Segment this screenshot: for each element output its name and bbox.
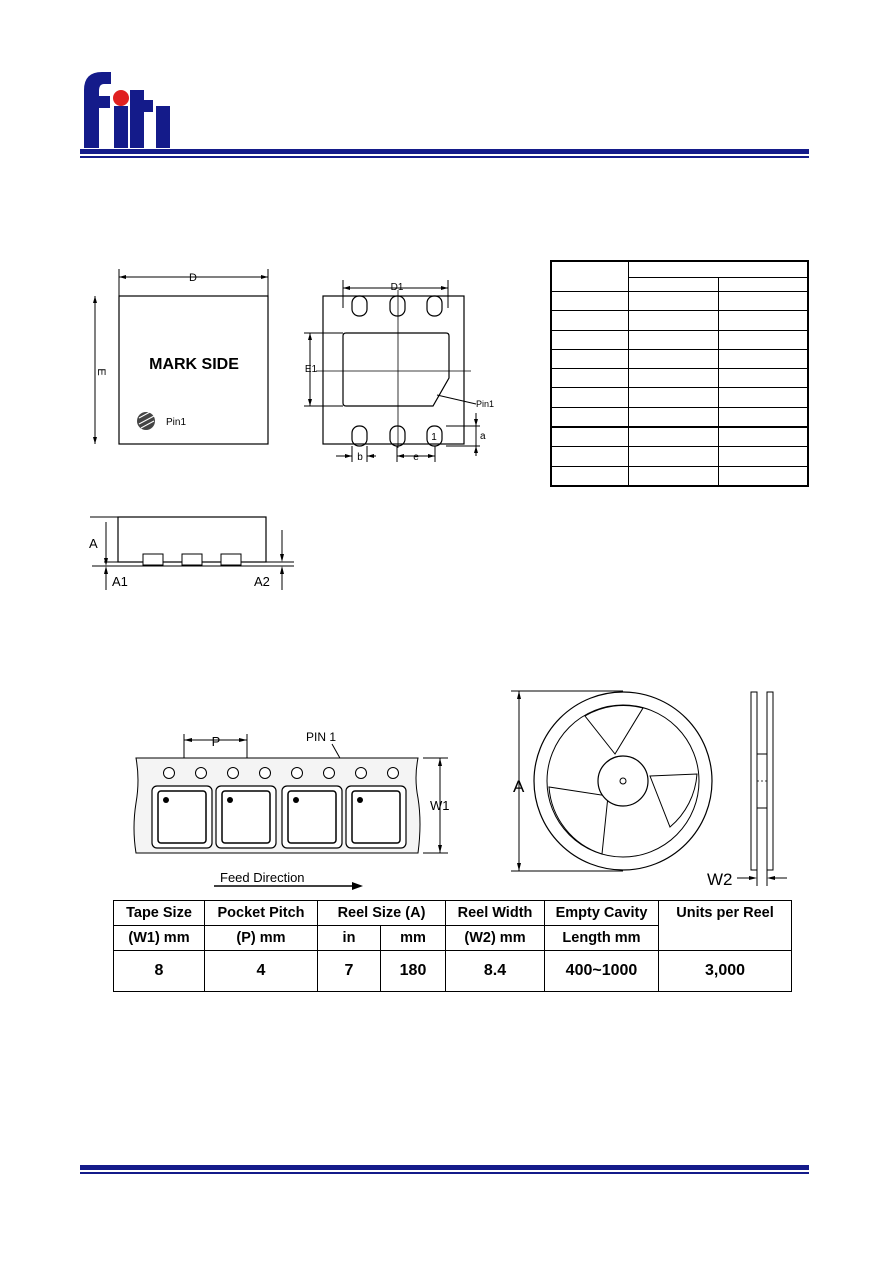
dim-d-label: D [189, 272, 197, 284]
feed-direction-label: Feed Direction [220, 870, 305, 885]
header-tape-size-unit: (W1) mm [114, 926, 205, 951]
header-rule-thin [80, 156, 809, 158]
cell-reel-mm: 180 [381, 951, 446, 992]
carrier-tape-drawing [118, 728, 458, 891]
header-reel-in: in [318, 926, 381, 951]
cell-reel-width: 8.4 [446, 951, 545, 992]
table-row [551, 311, 808, 330]
header-pocket-pitch-unit: (P) mm [205, 926, 318, 951]
table-row [551, 330, 808, 349]
dim-e-pitch-label: e [413, 452, 419, 462]
table-row [551, 388, 808, 407]
dim-side-a2-label: A2 [254, 574, 270, 589]
table-row [551, 349, 808, 368]
dimension-table [550, 260, 809, 487]
dim-d1-label: D1 [390, 282, 404, 293]
footer-rule-thick [80, 1165, 809, 1170]
header-empty-cavity: Empty Cavity [545, 901, 659, 926]
tape-pin1-label: PIN 1 [306, 730, 337, 744]
cell-pocket-pitch: 4 [205, 951, 318, 992]
reel-spec-table [113, 900, 792, 992]
dim-e1-label: E1 [304, 364, 318, 375]
table-row [551, 427, 808, 447]
dim-side-a1-label: A1 [112, 574, 128, 589]
dim-b-label: b [357, 452, 363, 462]
cell-units-per-reel: 3,000 [659, 951, 792, 992]
dim-table-header-max [719, 278, 809, 292]
pin1-label: Pin1 [166, 417, 187, 428]
reel-drawing [505, 686, 795, 890]
dim-e-label: E [95, 368, 107, 376]
reel-w2-label: W2 [707, 870, 733, 889]
cell-empty-cavity: 400~1000 [545, 951, 659, 992]
package-side-view [84, 512, 298, 592]
pitch-label: P [211, 734, 221, 749]
bottom-pin1-label: Pin1 [476, 399, 495, 409]
header-reel-width: Reel Width [446, 901, 545, 926]
header-reel-mm: mm [381, 926, 446, 951]
company-logo [78, 68, 173, 150]
table-row [551, 447, 808, 466]
package-bottom-view [296, 278, 510, 462]
dim-table-header-symbol [551, 261, 629, 292]
header-empty-cavity-unit: Length mm [545, 926, 659, 951]
header-pocket-pitch: Pocket Pitch [205, 901, 318, 926]
reel-a-label: A [513, 777, 525, 796]
pad-1-label: 1 [431, 432, 437, 443]
dim-side-a-label: A [89, 536, 98, 551]
dim-a-label: a [480, 431, 486, 442]
table-row [551, 369, 808, 388]
package-top-view [84, 266, 280, 452]
header-reel-width-unit: (W2) mm [446, 926, 545, 951]
table-row [114, 951, 792, 992]
table-row [551, 292, 808, 311]
cell-reel-in: 7 [318, 951, 381, 992]
table-row [551, 407, 808, 427]
mark-side-label: MARK SIDE [149, 356, 239, 373]
dim-table-header-min [629, 278, 719, 292]
cell-tape-size: 8 [114, 951, 205, 992]
header-reel-size: Reel Size (A) [318, 901, 446, 926]
header-units-per-reel: Units per Reel [659, 901, 792, 951]
w1-label: W1 [430, 798, 450, 813]
header-tape-size: Tape Size [114, 901, 205, 926]
table-row [551, 466, 808, 486]
footer-rule-thin [80, 1172, 809, 1174]
header-rule-thick [80, 149, 809, 154]
dim-table-header-dims [629, 261, 809, 278]
